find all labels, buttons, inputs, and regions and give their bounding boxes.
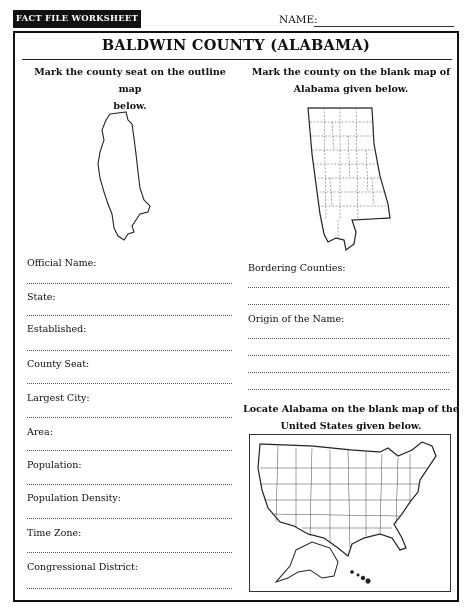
answer-line[interactable]: [248, 389, 449, 390]
field-largest-city: Largest City:: [27, 393, 90, 404]
answer-line[interactable]: [248, 355, 449, 356]
answer-line[interactable]: [27, 315, 232, 316]
answer-line[interactable]: [27, 484, 232, 485]
instruction-line: Alabama given below.: [293, 84, 409, 95]
answer-line[interactable]: [27, 283, 232, 284]
field-population: Population:: [27, 460, 82, 471]
united-states-blank-map[interactable]: [252, 438, 448, 588]
answer-line[interactable]: [248, 372, 449, 373]
page-title: BALDWIN COUNTY (ALABAMA): [101, 37, 371, 54]
field-county-seat: County Seat:: [27, 359, 90, 370]
answer-line[interactable]: [27, 450, 232, 451]
instruction-line: Locate Alabama on the blank map of the: [243, 404, 459, 415]
answer-line[interactable]: [248, 338, 449, 339]
name-blank-line[interactable]: [314, 26, 454, 27]
answer-line[interactable]: [248, 287, 449, 288]
answer-line[interactable]: [27, 552, 232, 553]
field-bordering-counties: Bordering Counties:: [248, 263, 346, 274]
baldwin-county-outline-map[interactable]: [88, 108, 168, 248]
field-population-density: Population Density:: [27, 493, 121, 504]
worksheet-badge: FACT FILE WORKSHEET: [13, 10, 141, 28]
instruction-line: Mark the county seat on the outline map: [34, 67, 226, 95]
answer-line[interactable]: [27, 383, 232, 384]
field-official-name: Official Name:: [27, 258, 97, 269]
alabama-map-instruction: [240, 64, 462, 98]
field-origin-of-name: Origin of the Name:: [248, 314, 345, 325]
answer-line[interactable]: [27, 417, 232, 418]
answer-line[interactable]: [27, 588, 232, 589]
answer-line[interactable]: [248, 304, 449, 305]
field-state: State:: [27, 292, 56, 303]
field-congressional-district: Congressional District:: [27, 562, 138, 573]
field-area: Area:: [27, 427, 53, 438]
instruction-line: United States given below.: [280, 421, 422, 432]
field-established: Established:: [27, 324, 87, 335]
field-time-zone: Time Zone:: [27, 528, 82, 539]
us-map-instruction: [240, 401, 462, 435]
answer-line[interactable]: [27, 518, 232, 519]
instruction-line: Mark the county on the blank map of: [251, 67, 451, 78]
alabama-county-map[interactable]: [294, 104, 406, 256]
name-label: NAME:: [279, 14, 318, 26]
title-divider: [22, 59, 452, 60]
instruction-line: below.: [113, 101, 147, 112]
answer-line[interactable]: [27, 350, 232, 351]
